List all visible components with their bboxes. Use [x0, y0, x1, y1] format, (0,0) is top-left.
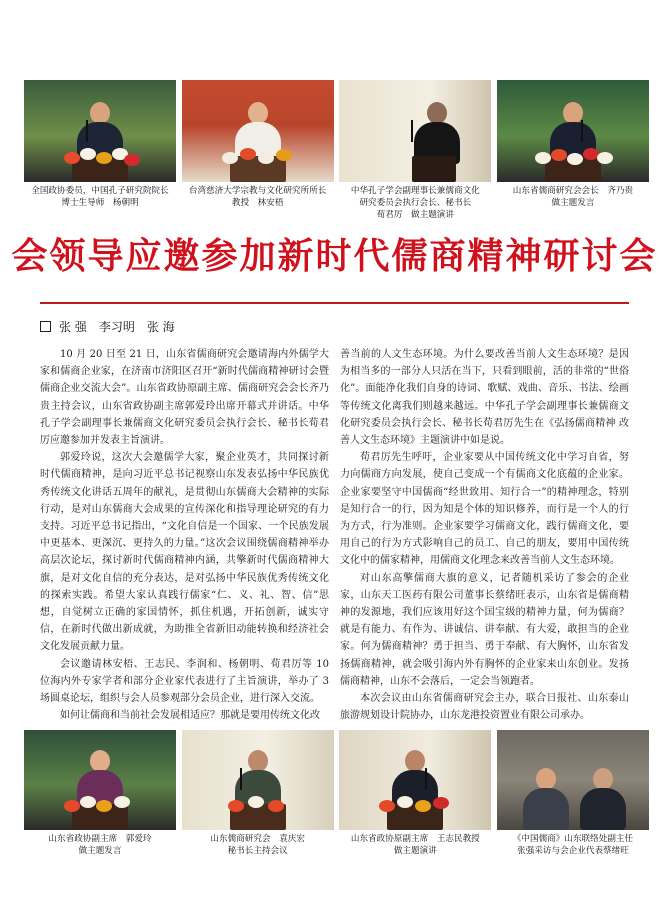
headline-divider — [40, 302, 629, 304]
speaker-photo — [339, 730, 491, 830]
article-paragraph: 如何让儒商和当前社会发展相适应？那就是要用传统文化改 — [60, 710, 320, 722]
flower-arrangement — [218, 794, 298, 816]
photo-card-xun-junli — [339, 80, 491, 221]
photo-card-yuan-qinghong — [182, 730, 334, 857]
flower-arrangement — [218, 146, 298, 168]
speaker-photo — [24, 730, 176, 830]
interview-photo — [497, 730, 649, 830]
bottom-photo-row — [24, 730, 649, 857]
speaker-photo — [182, 80, 334, 182]
flower-arrangement — [375, 794, 455, 816]
article-paragraph: 本次会议由山东省儒商研究会主办，联合日报社、山东泰山旅游规划设计院协办，山东龙港投资置业有限公司承办。 — [340, 693, 629, 722]
interviewer-figure — [523, 768, 569, 830]
photo-card-wang-zhimin — [339, 730, 491, 857]
photo-caption: 山东省儒商研究会会长 齐乃贵 做主题发言 — [512, 186, 634, 208]
article-column-right — [340, 346, 629, 722]
interviewee-figure — [580, 768, 626, 830]
speaker-photo — [24, 80, 176, 182]
speaker-photo — [497, 80, 649, 182]
flower-arrangement — [533, 146, 613, 168]
photo-caption: 《中国儒商》山东联络处副主任 张强采访与会企业代表蔡绪旺 — [512, 834, 634, 856]
article-paragraph: 对山东高擎儒商大旗的意义，记者随机采访了参会的企业家，山东天工医药有限公司董事长蔡绪旺表示，山东省是儒商精神的发源地，我们应该用好这个国宝级的精神力量，何为儒商？就是有能力、有作为、讲诚信、讲奉献、有大爱，敢担当的企业家。何为儒商精神？勇于担当、勇于奉献、有大胸怀，山东省发扬儒商精神，就会吸引海内外有胸怀的企业家来山东创业。发扬儒商精神，山东不会落后，一定会当领跑者。 — [340, 572, 629, 687]
photo-caption: 中华孔子学会副理事长兼儒商文化 研究委员会执行会长、秘书长 荀君厉 做主题演讲 — [350, 186, 480, 220]
article-paragraph: 10 月 20 日至 21 日，山东省儒商研究会邀请海内外儒学大家和儒商企业家，在济南市济阳区召开“新时代儒商精神研讨会暨儒商企业交流大会”。山东省政协原副主席、儒商研究会会长齐乃贵主持会议，山东省政协副主席郭爱玲出席开幕式并讲话。中华孔子学会副理事长兼儒商文化研究委员会执行会长、秘书长荀君厉应邀参加并发表主旨演讲。 — [40, 349, 329, 447]
article-paragraph: 荀君厉先生呼吁，企业家要从中国传统文化中学习自省，努力向儒商方向发展，使自己变成一个有儒商文化底蕴的企业家。企业家要坚守中国儒商“经世致用、知行合一”的精神理念，特别是知行合一的行，因为知是个体的知识修养，而行是一个人的行为方式，行为准则。企业家要学习儒商文化，践行儒商文化，要用自己的行为方式影响自己的员工、自己的朋友，要用中国传统文化中的儒家精神，用儒商文化理念来改善当前人文生态环境。 — [340, 452, 629, 567]
article-body — [40, 346, 629, 722]
flower-arrangement — [60, 794, 140, 816]
flower-arrangement — [60, 146, 140, 168]
photo-caption: 山东省政协副主席 郭爱玲 做主题发言 — [48, 834, 152, 856]
photo-card-guo-ailing — [24, 730, 176, 857]
photo-caption: 山东省政协原副主席 王志民教授 做主题演讲 — [350, 834, 480, 856]
photo-card-interview — [497, 730, 649, 857]
article-paragraph: 善当前的人文生态环境。为什么要改善当前人文生态环境？是因为相当多的一部分人只活在当下，只看到眼前，活的非常的“世俗化”。面能净化我们自身的诗词、歌赋、戏曲、音乐、书法、绘画等传统文化离我们则越来越远。中华孔子学会副理事长兼儒商文化研究委员会执行会长、秘书长荀君厉先生在《弘扬儒商精神 改善人文生态环境》主题演讲中如是说。 — [340, 349, 629, 447]
top-photo-row — [24, 80, 649, 221]
article-paragraph: 会议邀请林安梧、王志民、李润和、杨朝明、荀君厉等 10 位海内外专家学者和部分企业家代表进行了主旨演讲，举办了 3 场圆桌论坛，组织与会人员参观部分会员企业，进行深入交流。 — [40, 658, 329, 705]
photo-caption: 山东儒商研究会 袁庆宏 秘书长主持会议 — [210, 834, 305, 856]
photo-card-lin-anwu — [182, 80, 334, 221]
photo-card-qi-naigui — [497, 80, 649, 221]
byline — [40, 318, 175, 335]
byline-box-icon — [40, 321, 51, 332]
page-headline: 会领导应邀参加新时代儒商精神研讨会 — [11, 236, 658, 277]
article-paragraph: 郭爱玲说，这次大会邀儒学大家，聚企业英才，共同探讨新时代儒商精神，是向习近平总书记视察山东发表弘扬中华民族优秀传统文化讲话五周年的献礼，是贯彻山东儒商大会精神的实际行动，是对山东儒商大会成果的宣传深化和指导理论研究的有力支持。习近平总书记指出，“文化自信是一个国家、一个民族发展中更基本、更深沉、更持久的力量。”这次会议围绕儒商精神举办高层次论坛，探讨新时代儒商精神内涵，共擎新时代儒商精神大旗，是对文化自信的充分表达，是对弘扬中华民族优秀传统文化的探索实践。希望大家认真践行儒家“仁、义、礼、智、信”思想，自觉树立正确的家国情怀，抓住机遇，开拓创新，诚实守信，在新时代做出新成就，为助推全省新旧动能转换和经济社会文化发展贡献力量。 — [40, 452, 329, 653]
byline-authors: 张 强 李习明 张 海 — [59, 320, 175, 334]
speaker-photo — [182, 730, 334, 830]
photo-card-yang-chaoming — [24, 80, 176, 221]
photo-caption: 台湾慈济大学宗教与文化研究所所长 教授 林安梧 — [188, 186, 327, 208]
article-column-left — [40, 346, 329, 722]
speaker-figure — [414, 102, 460, 164]
speaker-photo — [339, 80, 491, 182]
photo-caption: 全国政协委员，中国孔子研究院院长 博士生导师 杨朝明 — [31, 186, 169, 208]
